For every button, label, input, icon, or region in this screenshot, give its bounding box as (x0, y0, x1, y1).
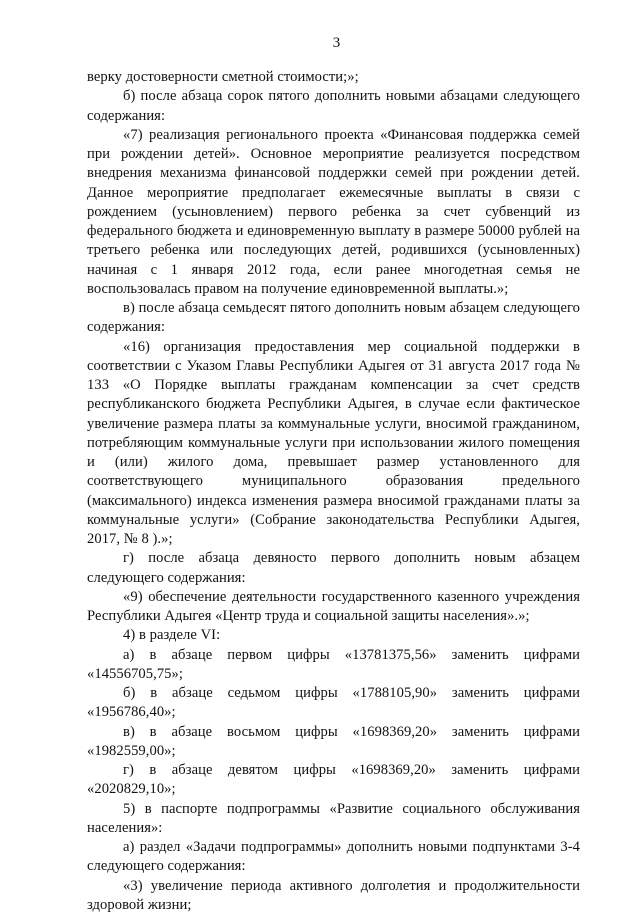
document-body (87, 68, 580, 915)
page-number: 3 (87, 34, 580, 52)
paragraph: «16) организация предоставления мер социальной поддержки в соответствии с Указом Главы Республики Адыгея от 31 августа 2017 года № 133 «О Порядке выплаты гражданам компенсации за счет средств республиканского бюджета Республики Адыгея, в случае если фактическое увеличение размера платы за коммунальные услуги, вносимой гражданином, потребляющим коммунальные услуги при использовании жилого помещения и (или) жилого дома, превышает размер установленного для соответствующего муниципального образования предельного (максимального) индекса изменения размера вносимой гражданами платы за коммунальные услуги» (Собрание законодательства Республики Адыгея, 2017, № 8 ).»; (87, 338, 580, 550)
paragraph: а) раздел «Задачи подпрограммы» дополнить новыми подпунктами 3-4 следующего содержания: (87, 838, 580, 877)
paragraph: г) после абзаца девяносто первого дополнить новым абзацем следующего содержания: (87, 549, 580, 588)
paragraph: б) в абзаце седьмом цифры «1788105,90» заменить цифрами «1956786,40»; (87, 684, 580, 723)
paragraph: в) после абзаца семьдесят пятого дополнить новым абзацем следующего содержания: (87, 299, 580, 338)
paragraph: верку достоверности сметной стоимости;»; (87, 68, 580, 87)
paragraph: «3) увеличение периода активного долголетия и продолжительности здоровой жизни; (87, 877, 580, 915)
paragraph: б) после абзаца сорок пятого дополнить новыми абзацами следующего содержания: (87, 87, 580, 126)
paragraph: в) в абзаце восьмом цифры «1698369,20» заменить цифрами «1982559,00»; (87, 723, 580, 762)
paragraph: «9) обеспечение деятельности государственного казенного учреждения Республики Адыгея «Центр труда и социальной защиты населения».»; (87, 588, 580, 627)
paragraph: 4) в разделе VI: (87, 626, 580, 645)
paragraph: 5) в паспорте подпрограммы «Развитие социального обслуживания населения»: (87, 800, 580, 839)
paragraph: а) в абзаце первом цифры «13781375,56» заменить цифрами «14556705,75»; (87, 646, 580, 685)
paragraph: г) в абзаце девятом цифры «1698369,20» заменить цифрами «2020829,10»; (87, 761, 580, 800)
paragraph: «7) реализация регионального проекта «Финансовая поддержка семей при рождении детей». Основное мероприятие реализуется посредством внедрения механизма финансовой поддержки семей при рождении детей. Данное мероприятие предполагает ежемесячные выплаты в связи с рождением (усыновлением) первого ребенка за счет субвенций из федерального бюджета и единовременную выплату в размере 50000 рублей на третьего ребенка или последующих детей, родившихся (усыновленных) начиная с 1 января 2012 года, если ранее многодетная семья не воспользовалась правом на получение единовременной выплаты.»; (87, 126, 580, 299)
